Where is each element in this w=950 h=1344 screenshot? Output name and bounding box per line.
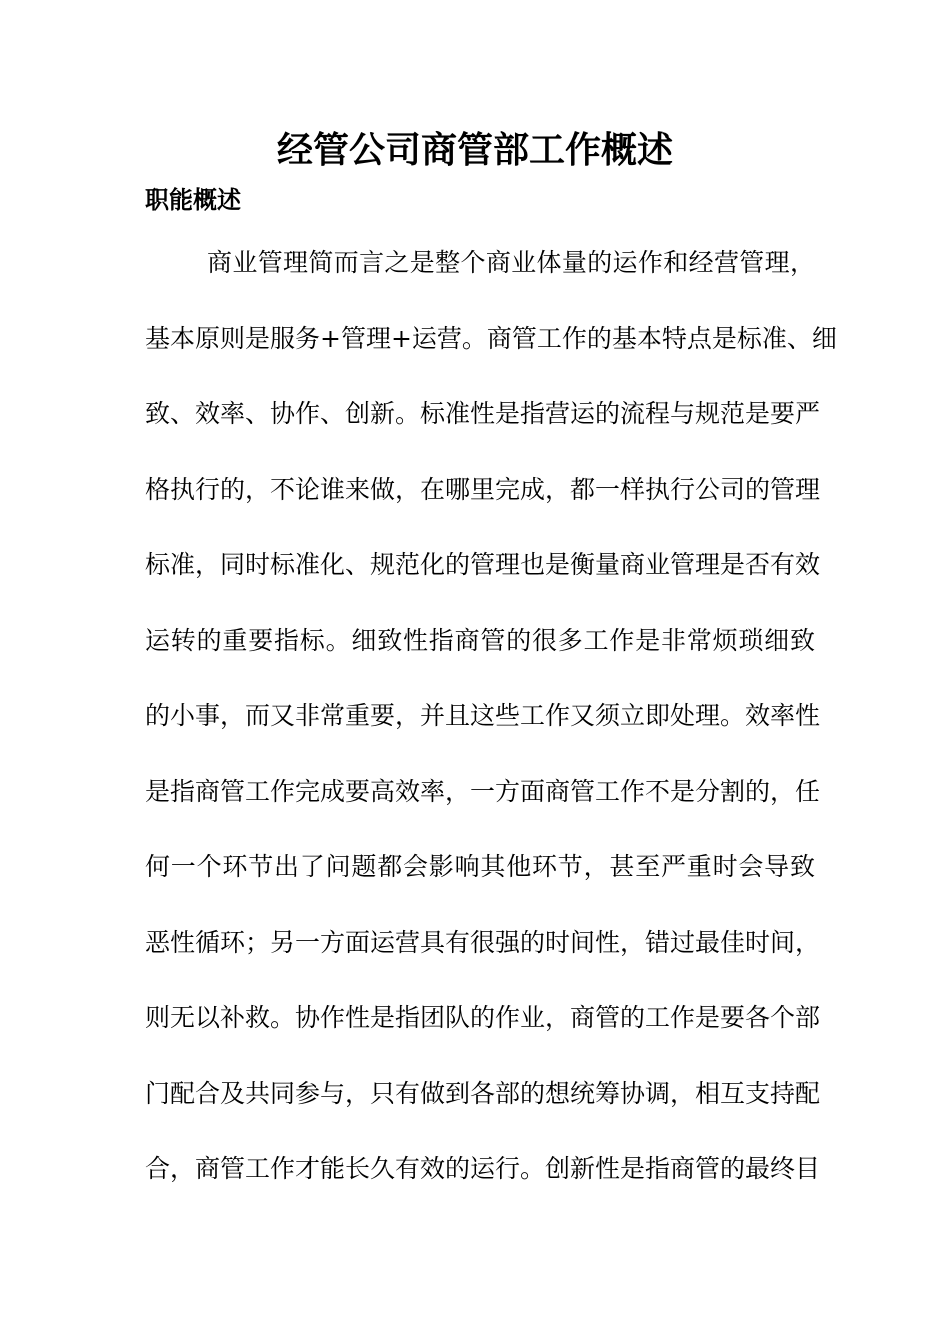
paragraph-line: 恶性循环；另一方面运营具有很强的时间性，错过最佳时间， bbox=[145, 927, 821, 957]
paragraph-line: 致、效率、协作、创新。标准性是指营运的流程与规范是要严 bbox=[145, 399, 821, 428]
paragraph-line: 商业管理简而言之是整个商业体量的运作和经营管理， bbox=[207, 248, 815, 277]
document-title: 经管公司商管部工作概述 bbox=[276, 130, 673, 171]
paragraph-line: 运转的重要指标。细致性指商管的很多工作是非常烦琐细致 bbox=[145, 625, 815, 655]
paragraph-line: 标准，同时标准化、规范化的管理也是衡量商业管理是否有效 bbox=[145, 550, 821, 579]
body-paragraph bbox=[145, 240, 837, 1222]
paragraph-line: 则无以补救。协作性是指团队的作业，商管的工作是要各个部 bbox=[145, 1003, 821, 1032]
paragraph-line: 格执行的，不论谁来做，在哪里完成，都一样执行公司的管理 bbox=[145, 474, 821, 504]
paragraph-line: 何一个环节出了问题都会影响其他环节，甚至严重时会导致 bbox=[145, 852, 815, 881]
paragraph-line: 合，商管工作才能长久有效的运行。创新性是指商管的最终目 bbox=[145, 1154, 821, 1183]
paragraph-line: 基本原则是服务+管理+运营。商管工作的基本特点是标准、细 bbox=[145, 323, 837, 353]
paragraph-line: 门配合及共同参与，只有做到各部的想统筹协调，相互支持配 bbox=[145, 1078, 821, 1108]
paragraph-line: 的小事，而又非常重要，并且这些工作又须立即处理。效率性 bbox=[145, 701, 821, 730]
section-heading: 职能概述 bbox=[145, 186, 241, 214]
paragraph-line: 是指商管工作完成要高效率，一方面商管工作不是分割的，任 bbox=[145, 776, 821, 806]
